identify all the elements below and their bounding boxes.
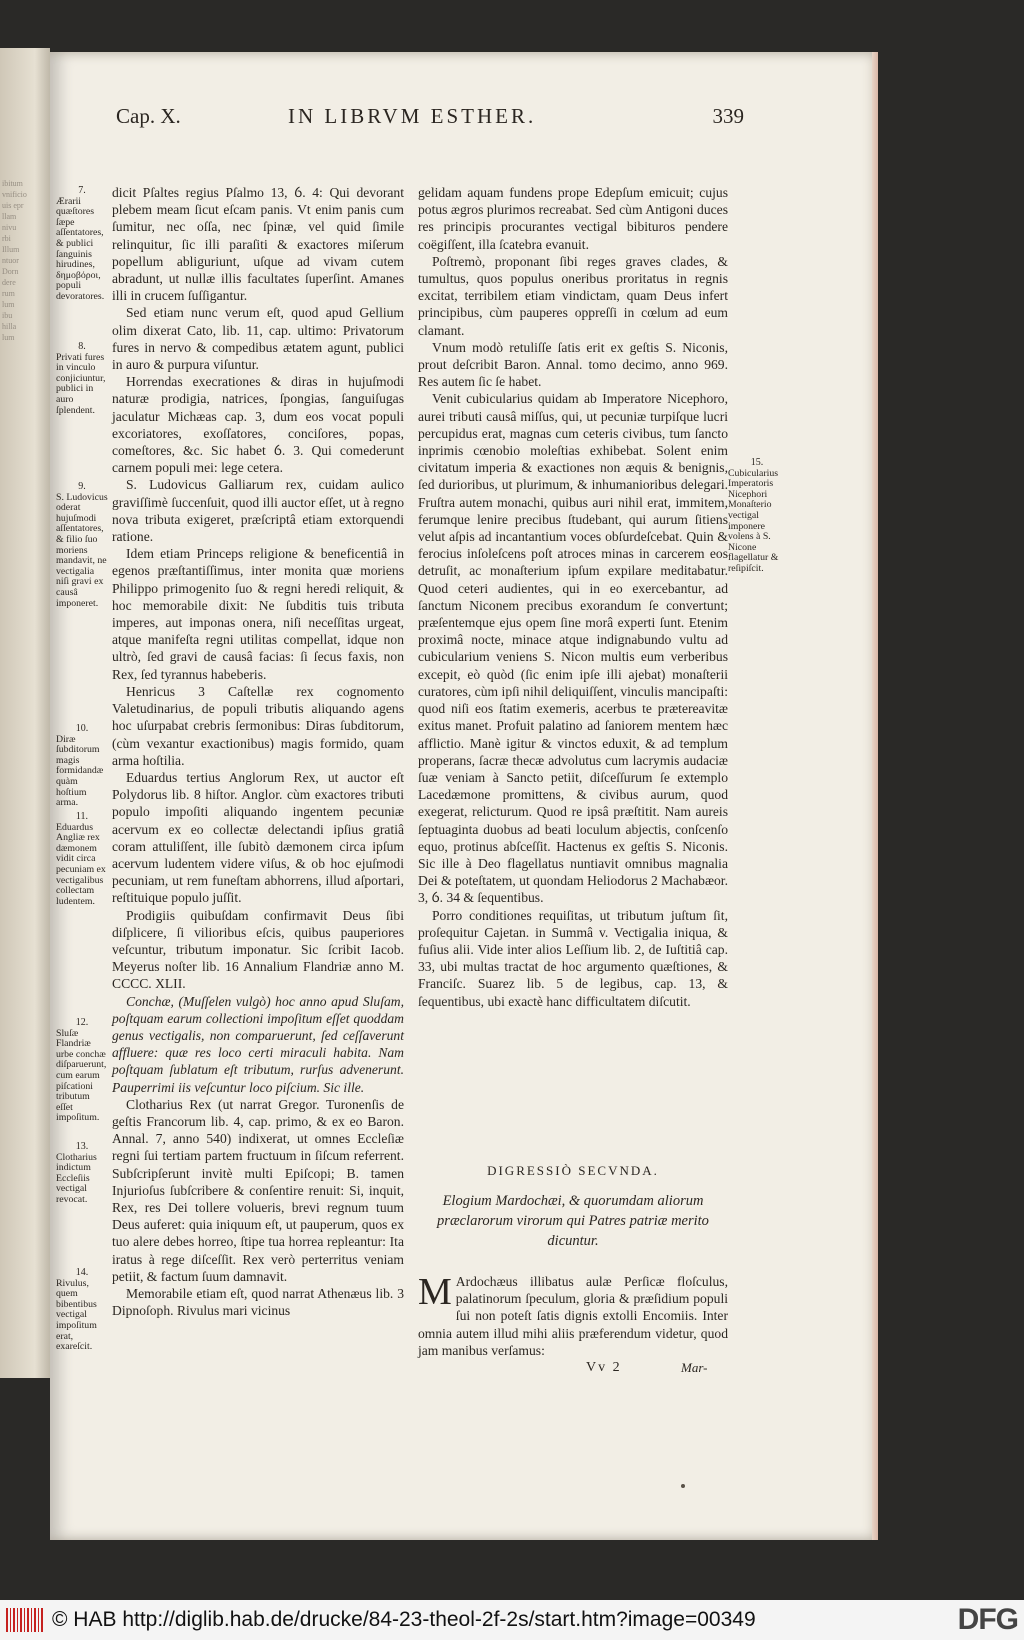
note-text: Ærarii quæſtores ſæpe aſſentatores, & publici ſanguinis hirudines, δημοβόροι, populi devoratores. xyxy=(56,195,105,302)
note-text: Sluſæ Flandriæ urbe conchæ diſparuerunt, cum earum piſcationi tributum eſſet impoſitum. xyxy=(56,1027,107,1124)
note-number: 11. xyxy=(75,811,89,822)
previous-page-text-fragments: ibitum vnificio uis epr llam nivu rbi Illum ntuor Dorn dere rum lum ibu hilla lum xyxy=(2,179,27,342)
page-number: 339 xyxy=(712,104,744,128)
digression-text: Ardochæus illibatus aulæ Perſicæ floſculus, palatinorum ſpeculum, gloria & præſidium populi ſui non poteſt ſatis dignis extolli Encomiis. Inter omnia autem illud mihi aliis præferendum videtur, quod jam manibus verſamus: xyxy=(418,1274,728,1358)
paragraph: Sed etiam nunc verum eſt, quod apud Gellium olim dixerat Cato, lib. 11, cap. ultimo: Privatorum fures in nervo & compedibus ætatem agunt, publici in auro & purpura viſuntur. xyxy=(112,305,404,373)
digression-heading: DIGRESSIÒ SECVNDA. xyxy=(487,1163,659,1178)
paragraph: Eduardus tertius Anglorum Rex, ut auctor eſt Polydorus lib. 8 hiſtor. Anglor. cùm exactores tributi populo impoſiti aliquando ingentem pecuniæ acervum ex eo collectæ delectandi ipſius gratiâ coram attuliſſent, ille ſubitò dæmonem circa ipſum acervum ludentem videre viſus, & ob hoc ejuſmodi pecuniam, ut rem funeſtam abhorrens, illud aſportari, reſtituique populo juſſit. xyxy=(112,769,404,906)
margin-note xyxy=(56,724,108,809)
digression-text-block xyxy=(418,1273,728,1359)
running-header xyxy=(116,104,744,130)
paragraph: Venit cubicularius quidam ab Imperatore Nicephoro, aurei tributi causâ miſſus, qui, ut pecuniæ turpiſque lucri percupidus erat, magnas cum ceteris civibus, tum ſancto inprimis cœnobio moleſtias exhibebat. Solent enim civitatum imperia & exactiones non æquis & benignis, ſed durioribus, ut plurimum, & inhumanioribus delegari. Fruſtra autem monachi, quibus auri nihil erat, immitem, ferumque lenire precibus ſtudebant, qui aurum ſitiens velut aſpis ad incantantium voces obſurdeſcebat. Quin & ferocius inſoleſcens poſt atroces minas in carcerem eos detruſit, ac monaſterium ipſum expilare meditabatur. Quod ceteri audientes, qui in eo exercebantur, ad ſanctum Niconem precibus exorandum ſe convertunt; præſentemque ejus opem ſine morâ experti ſunt. Etenim proximâ nocte, minace atque indignabundo vultu ad cubicularium veniens S. Nicon multis eum verberibus excepit, eò quòd (ſic enim ipſe illi ajebat) monaſterii curatores, cùm ipſi nihil deliquiſſent, vinculis mancipaſti: quod niſi eos ſtatim exemeris, acerbus te prætereavitæ exitus manet. Profuit palatino ad ſaniorem mentem hæc afflictio. Manè igitur & vinctos eduxit, & ad templum properans, ſacræ thecæ advolutus cum lacrymis audaciæ ſuæ veniam à Sancto petiit, diſceſſurum ſe extemplo Lacedæmone promittens, & civibus aurum, quod exegerat, relicturum. Quod re ipsâ præſtitit. Nam aureis ſeptuaginta duobus ad beati loculum abjectis, conſcenſo equo, protinus abſceſſit. Hactenus ex geſtis S. Niconis. Sic ille à Deo flagellatus nuntiavit omnibus magnalia Dei & poteſtatem, ut quondam Heliodorus 2 Machabæor. 3, ỽ. 34 & ſequentibus. xyxy=(418,391,728,906)
paragraph: Clotharius Rex (ut narrat Gregor. Turonenſis de geſtis Francorum lib. 4, cap. primo, & ex eo Baron. Annal. 7, anno 540) indixerat, ut omnes Eccleſiæ regni ſui tertiam partem fructuum in ſiſcum referrent. Subſcripſerunt invitè multi Epiſcopi; B. tamen Injurioſus ſubſcribere & conſentire renuit: Si, inquit, Rex, res Dei tollere volueris, brevi regnum tuum Deus auferet: quia iniquum eſt, ut pauperum, quos ex tuo alere debes horreo, ſtipe tua horrea repleantur: Ita iratus à rege diſceſſit. Rex verò perterritus veniam petiit, & factum ſuum damnavit. xyxy=(112,1096,404,1284)
dfg-logo: DFG xyxy=(957,1603,1018,1636)
margin-note xyxy=(728,458,786,575)
margin-note xyxy=(56,342,108,416)
note-number: 15. xyxy=(750,457,764,468)
paragraph: S. Ludovicus Galliarum rex, cuidam aulico graviſſimè ſuccenſuit, quod illi auctor eſſet, ut à regno nova tributa exigeret, præſcriptâ etiam extorquendi ratione. xyxy=(112,477,404,545)
note-number: 12. xyxy=(75,1017,89,1028)
note-text: Clotharius indictum Eccleſiis vectigal revocat. xyxy=(56,1151,97,1205)
margin-note xyxy=(56,1018,108,1124)
catchword: Mar- xyxy=(681,1360,708,1375)
paragraph: Henricus 3 Caſtellæ rex cognomento Valetudinarius, de populi tributis aliquando agens hoc uſurpabat crebris ſermonibus: Diras ſubditorum, (cùm vexantur exactionibus) magis formido, quam arma hoſtilia. xyxy=(112,683,404,768)
running-title: IN LIBRVM ESTHER. xyxy=(288,104,537,128)
note-text: Eduardus Angliæ rex dæmonem vidit circa pecuniam ex vectigalibus collectam ludentem. xyxy=(56,821,106,907)
source-credit: © HAB http://diglib.hab.de/drucke/84-23-theol-2f-2s/start.htm?image=00349 xyxy=(52,1608,756,1631)
note-number: 7. xyxy=(78,185,86,196)
paragraph: Idem etiam Princeps religione & beneficentiâ in egenos præſtantiſſimus, inter monita quæ moriens Philippo primogenito ſuo & regni heredi reliquit, & hoc memorabile dixit: Ne ſubditis tuis tributa imperes, aut imponas onera, niſi neceſſitas urgeat, atque manifeſta regni utilitas compellat, idque non ultrò, ſed gravi de causâ facias: ſi ſecus faxis, non Rex, ſed tyrannus habeberis. xyxy=(112,546,404,682)
barcode-icon xyxy=(6,1608,44,1632)
paragraph: Vnum modò retuliſſe ſatis erit ex geſtis S. Niconis, prout deſcribit Baron. Annal. tomo decimo, anno 969. Res autem ſic ſe habet. xyxy=(418,339,728,390)
ink-speck xyxy=(681,1484,685,1488)
margin-note xyxy=(56,186,108,303)
note-number: 14. xyxy=(75,1267,89,1278)
paragraph: Poſtremò, proponant ſibi reges graves clades, & tumultus, quos populus oneribus proritatus in regnis excitat, terribilem etiam vindictam, quam Deus infert principibus, cùm pauperes oppreſſi in cœlum ad eum clamant. xyxy=(418,253,728,338)
paragraph: Memorabile etiam eſt, quod narrat Athenæus lib. 3 Dipnoſoph. Rivulus mari vicinus xyxy=(112,1286,404,1319)
paragraph: Porro conditiones requiſitas, ut tributum juſtum ſit, proſequitur Cajetan. in Summâ v. Vectigalia iniqua, & fuſius alii. Vide inter alios Leſſium lib. 2, de Iuſtitiâ cap. 33, ubi multas tractat de hoc argumento quæſtiones, & Franciſc. Suarez lib. 5 de legibus, cap. 13, & ſequentibus, ubi exactè hanc difficultatem diſcutit. xyxy=(418,907,728,1009)
margin-note xyxy=(56,482,108,609)
right-text-column xyxy=(418,184,728,1010)
left-text-column xyxy=(112,184,404,1319)
margin-note xyxy=(56,1142,108,1206)
previous-page-edge xyxy=(0,48,50,1378)
paragraph: Prodigiis quibuſdam confirmavit Deus ſibi diſplicere, ſi vilioribus eſcis, quibus pauperiores veſcuntur, tributum imponatur. Sic ſcribit Iacob. Meyerus noſter lib. 16 Annalium Flandriæ anno M. CCCC. XLII. xyxy=(112,907,404,992)
note-text: Diræ ſubditorum magis formidandæ quàm hoſtium arma. xyxy=(56,733,104,809)
digression-title: Elogium Mardochæi, & quorumdam aliorum præclarorum virorum qui Patres patriæ merito dicuntur. xyxy=(437,1193,709,1249)
note-number: 10. xyxy=(75,723,89,734)
note-number: 8. xyxy=(78,341,86,352)
paragraph: Conchæ, (Muſſelen vulgò) hoc anno apud Sluſam, poſtquam earum collectioni impoſitum eſſet quoddam genus vectigalis, non comparuerunt, ſed ceſſaverunt affluere: quæ res loco certi miraculi habita. Nam poſtquam ſublatum eſt tributum, rurſus advenerunt. Pauperrimi iis veſcuntur loco piſcium. Sic ille. xyxy=(112,993,404,1095)
paragraph: Horrendas execrationes & diras in hujuſmodi naturæ prodigia, natrices, ſpongias, ſanguiſugas jaculatur Michæas cap. 3, dum eos vocat populi excoriatores, exoſſatores, conciſores, popas, comeſtores, &c. Sic habet ỽ. 3. Qui comederunt carnem populi mei: lege cetera. xyxy=(112,374,404,476)
signature-mark: Vv 2 xyxy=(586,1360,622,1375)
margin-note xyxy=(56,812,108,907)
drop-capital: M xyxy=(418,1271,452,1313)
margin-note xyxy=(56,1268,108,1353)
note-number: 9. xyxy=(78,481,86,492)
note-number: 13. xyxy=(75,1141,89,1152)
paragraph: dicit Pſaltes regius Pſalmo 13, ỽ. 4: Qui devorant plebem meam ſicut eſcam panis. Vt enim panis cum ſumitur, nec oſſa, nec ſpinæ, vel quid ſimile relinquitur, ſic illi paraſiti & exactores miſerum popellum abliguriunt, uſque ad vivam cutem abradunt, ut nullæ illis facultates ſuperſint. Amanes illi in crucem ſuſſigantur. xyxy=(112,185,404,304)
paragraph: gelidam aquam fundens prope Edepſum emicuit; cujus potus ægros plurimos recreabat. Sed cùm Antigoni duces res principis procurantes vectigal bibituros pendere coëgiſſent, illa ſcatebra evanuit. xyxy=(418,185,728,252)
note-text: Rivulus, quem bibentibus vectigal impoſitum erat, exareſcit. xyxy=(56,1277,97,1353)
chapter-label: Cap. X. xyxy=(116,104,181,128)
footer-bar xyxy=(0,1600,1024,1640)
note-text: Cubicularius Imperatoris Nicephori Monaſterio vectigal imponere volens à S. Nicone flagellatur & reſipiſcit. xyxy=(728,467,779,574)
note-text: S. Ludovicus oderat hujuſmodi aſſentatores, & filio ſuo moriens mandavit, ne vectigalia niſi gravi ex causâ imponeret. xyxy=(56,491,108,609)
note-text: Privati fures in vinculo conjiciuntur, publici in auro ſplendent. xyxy=(56,351,106,416)
